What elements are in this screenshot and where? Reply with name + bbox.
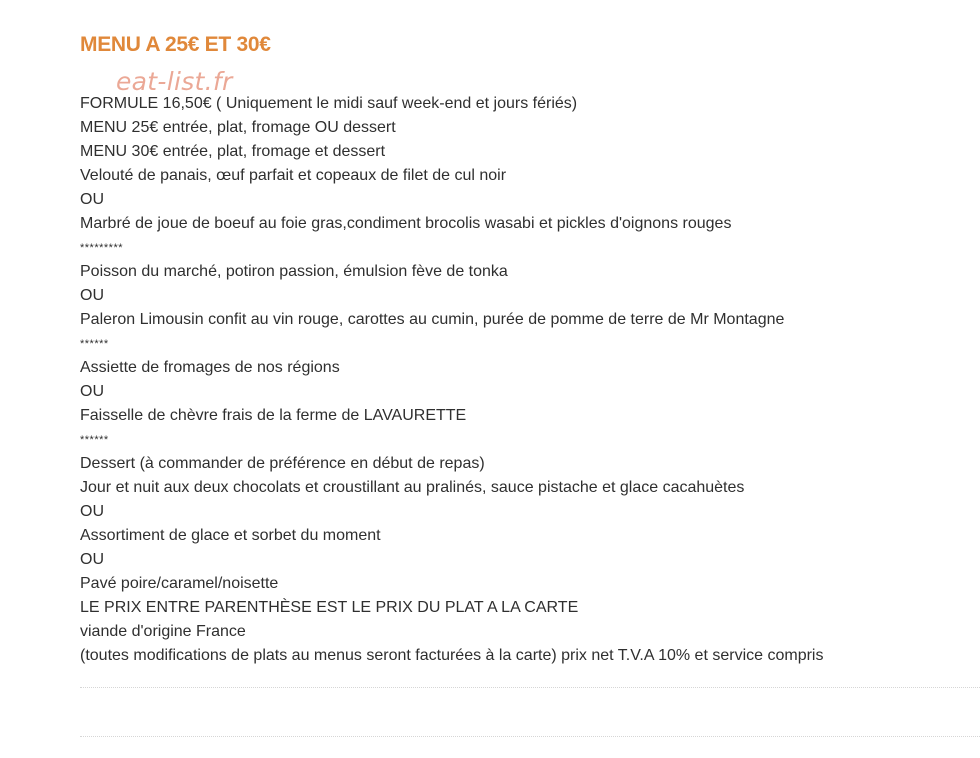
dotted-divider bbox=[80, 736, 980, 737]
menu-line: (toutes modifications de plats au menus seront facturées à la carte) prix net T.V.A 10% et service compris bbox=[80, 647, 824, 664]
menu-line: OU bbox=[80, 503, 104, 520]
menu-line: OU bbox=[80, 191, 104, 208]
dotted-divider bbox=[80, 687, 980, 688]
menu-line: OU bbox=[80, 287, 104, 304]
menu-line: viande d'origine France bbox=[80, 623, 246, 640]
menu-title: MENU A 25€ ET 30€ bbox=[80, 33, 271, 56]
menu-line: Assortiment de glace et sorbet du moment bbox=[80, 527, 381, 544]
menu-line: Dessert (à commander de préférence en début de repas) bbox=[80, 455, 485, 472]
menu-line: MENU 25€ entrée, plat, fromage OU dessert bbox=[80, 119, 396, 136]
menu-line: Marbré de joue de boeuf au foie gras,condiment brocolis wasabi et pickles d'oignons rouges bbox=[80, 215, 732, 232]
separator-line: ********* bbox=[80, 242, 124, 254]
menu-line: Jour et nuit aux deux chocolats et croustillant au pralinés, sauce pistache et glace cacahuètes bbox=[80, 479, 745, 496]
menu-line: Paleron Limousin confit au vin rouge, carottes au cumin, purée de pomme de terre de Mr Montagne bbox=[80, 311, 785, 328]
menu-line: Faisselle de chèvre frais de la ferme de LAVAURETTE bbox=[80, 407, 467, 424]
menu-page bbox=[80, 0, 980, 758]
menu-line: MENU 30€ entrée, plat, fromage et dessert bbox=[80, 143, 386, 160]
watermark-logo: eat-list.fr bbox=[116, 67, 233, 96]
menu-line: Poisson du marché, potiron passion, émulsion fève de tonka bbox=[80, 263, 508, 280]
separator-line: ****** bbox=[80, 338, 109, 350]
menu-line: OU bbox=[80, 383, 104, 400]
menu-line: FORMULE 16,50€ ( Uniquement le midi sauf week-end et jours fériés) bbox=[80, 95, 578, 112]
menu-line: Velouté de panais, œuf parfait et copeaux de filet de cul noir bbox=[80, 167, 507, 184]
separator-line: ****** bbox=[80, 434, 109, 446]
menu-line: OU bbox=[80, 551, 104, 568]
menu-lines bbox=[80, 92, 823, 668]
menu-line: Assiette de fromages de nos régions bbox=[80, 359, 340, 376]
menu-line: Pavé poire/caramel/noisette bbox=[80, 575, 279, 592]
menu-line: LE PRIX ENTRE PARENTHÈSE EST LE PRIX DU PLAT A LA CARTE bbox=[80, 599, 579, 616]
